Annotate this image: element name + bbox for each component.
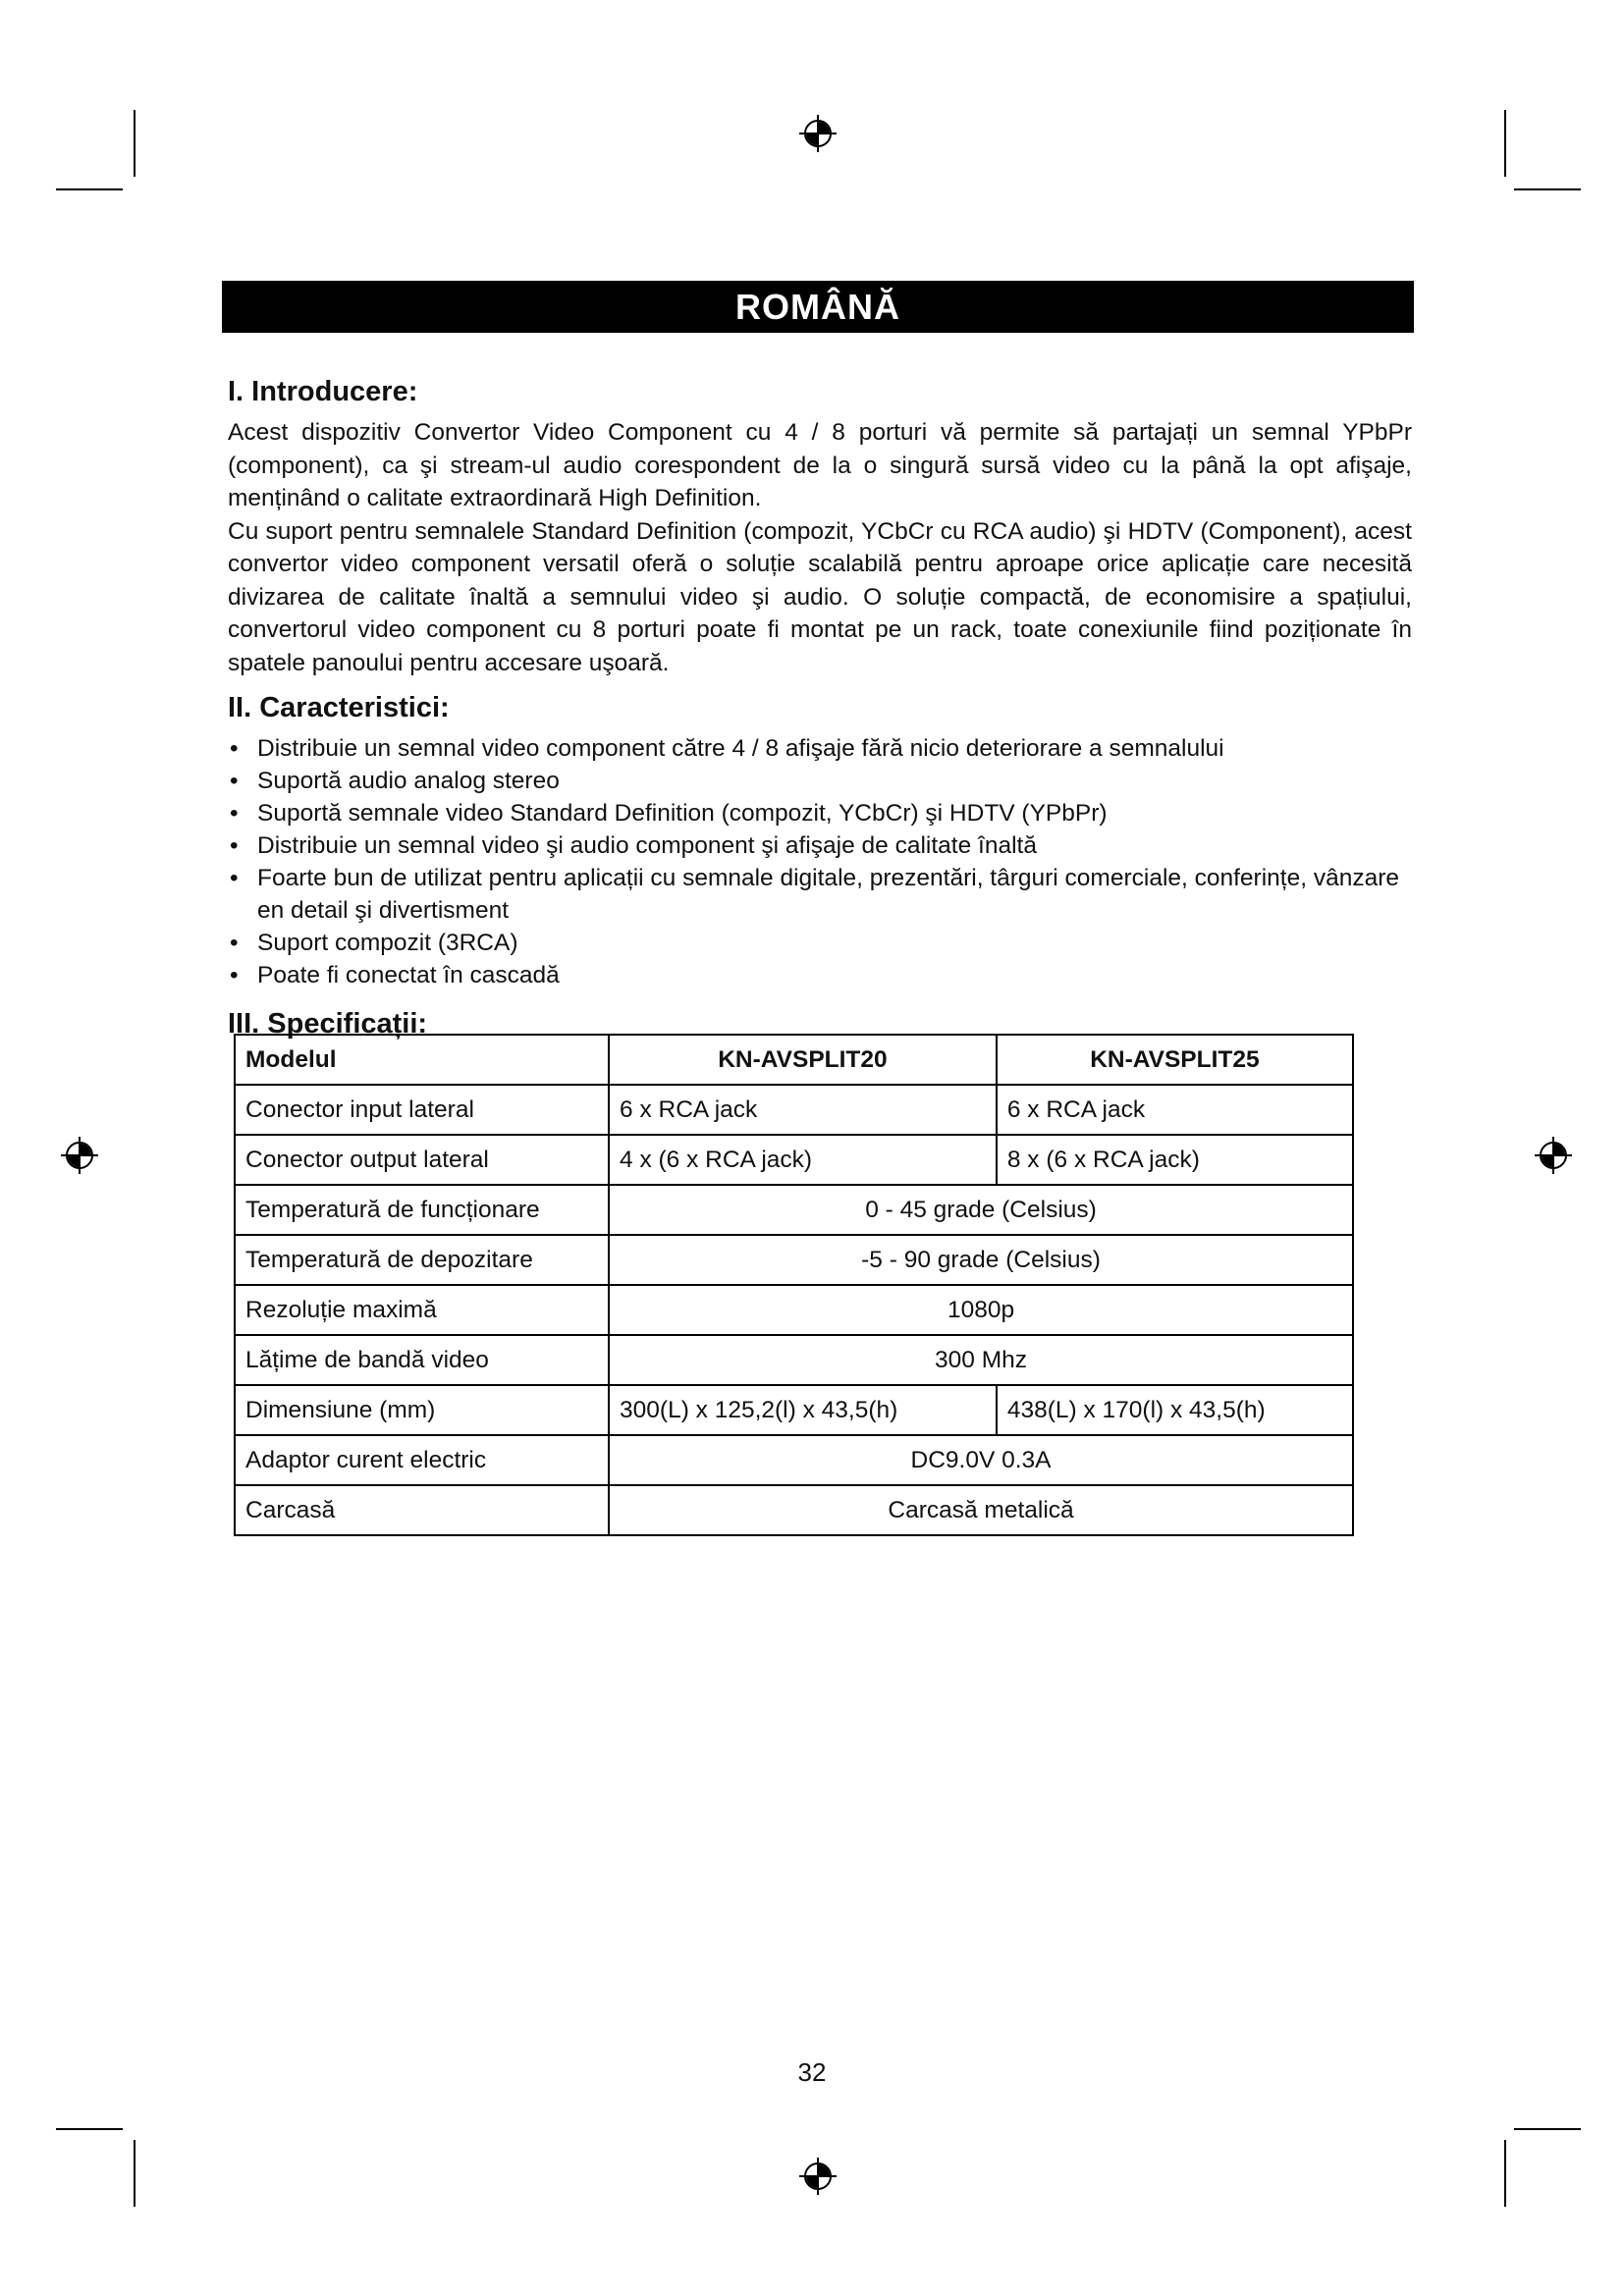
features-list [228,732,1412,991]
table-cell: Temperatură de depozitare [235,1235,609,1285]
table-cell: Dimensiune (mm) [235,1385,609,1435]
table-cell: Carcasă [235,1485,609,1535]
table-cell: 6 x RCA jack [609,1085,997,1135]
crop-mark-top-right-vertical [1504,110,1506,177]
table-row [235,1085,1353,1135]
table-cell: 6 x RCA jack [997,1085,1353,1135]
document-body [228,373,1412,1048]
table-cell: Modelul [235,1035,609,1085]
list-item: • Suport compozit (3RCA) [228,927,1412,959]
section-heading-intro: I. Introducere: [228,376,418,407]
page-number: 32 [797,2057,827,2087]
specifications-table [234,1034,1354,1536]
table-cell: 8 x (6 x RCA jack) [997,1135,1353,1185]
crop-mark-top-left-horizontal [56,188,123,190]
table-row [235,1335,1353,1385]
crop-mark-bottom-right-horizontal [1514,2128,1581,2130]
list-item: • Poate fi conectat în cascadă [228,959,1412,991]
crop-mark-top-left-vertical [134,110,135,177]
registration-mark-icon [60,1136,99,1175]
table-row [235,1385,1353,1435]
crop-mark-bottom-left-vertical [134,2140,135,2207]
list-item: • Suportă audio analog stereo [228,765,1412,797]
table-cell: KN-AVSPLIT25 [997,1035,1353,1085]
intro-paragraph: Cu suport pentru semnalele Standard Definition (compozit, YCbCr cu RCA audio) şi HDTV (Component), acest convertor video component versatil oferă o soluție scalabilă pentru aproape orice aplicație care necesită divizarea de calitate înaltă a semnului video şi audio. O soluție compactă, de economisire a spațiului, convertorul video component cu 8 porturi poate fi montat pe un rack, toate conexiunile fiind poziționate în spatele panoului pentru accesare uşoară. [228,517,1412,676]
crop-mark-bottom-right-vertical [1504,2140,1506,2207]
table-cell: Temperatură de funcționare [235,1185,609,1235]
table-cell: Adaptor curent electric [235,1435,609,1485]
table-cell: 1080p [609,1285,1353,1335]
table-cell: Conector output lateral [235,1135,609,1185]
table-cell: 0 - 45 grade (Celsius) [609,1185,1353,1235]
table-cell: 438(L) x 170(l) x 43,5(h) [997,1385,1353,1435]
list-item: • Distribuie un semnal video component către 4 / 8 afişaje fără nicio deteriorare a semnalului [228,732,1412,765]
section-heading-features: II. Caracteristici: [228,692,450,723]
list-item: • Suportă semnale video Standard Definition (compozit, YCbCr) şi HDTV (YPbPr) [228,797,1412,829]
registration-mark-icon [798,2157,838,2196]
table-cell: Conector input lateral [235,1085,609,1135]
table-cell: 300(L) x 125,2(l) x 43,5(h) [609,1385,997,1435]
intro-paragraph: Acest dispozitiv Convertor Video Component cu 4 / 8 porturi vă permite să partajați un semnal YPbPr (component), ca şi stream-ul audio corespondent de la o singură sursă video cu la până la opt afişaje, menținând o calitate extraordinară High Definition. [228,419,1412,511]
registration-mark-icon [1534,1136,1573,1175]
table-cell: -5 - 90 grade (Celsius) [609,1235,1353,1285]
table-row [235,1435,1353,1485]
table-row [235,1135,1353,1185]
list-item: • Distribuie un semnal video şi audio component şi afişaje de calitate înaltă [228,829,1412,862]
list-item: • Foarte bun de utilizat pentru aplicații cu semnale digitale, prezentări, târguri comerciale, conferințe, vânzare en detail şi divertisment [228,862,1412,927]
language-banner: ROMÂNĂ [222,281,1414,333]
crop-mark-top-right-horizontal [1514,188,1581,190]
table-row [235,1285,1353,1335]
table-row [235,1185,1353,1235]
crop-mark-bottom-left-horizontal [56,2128,123,2130]
table-header-row [235,1035,1353,1085]
table-cell: 4 x (6 x RCA jack) [609,1135,997,1185]
table-cell: Carcasă metalică [609,1485,1353,1535]
table-cell: Lățime de bandă video [235,1335,609,1385]
registration-mark-icon [798,114,838,153]
table-cell: Rezoluție maximă [235,1285,609,1335]
table-row [235,1485,1353,1535]
table-cell: 300 Mhz [609,1335,1353,1385]
section-heading-specs: III. Specificații: [228,1008,428,1040]
table-cell: KN-AVSPLIT20 [609,1035,997,1085]
table-row [235,1235,1353,1285]
table-cell: DC9.0V 0.3A [609,1435,1353,1485]
